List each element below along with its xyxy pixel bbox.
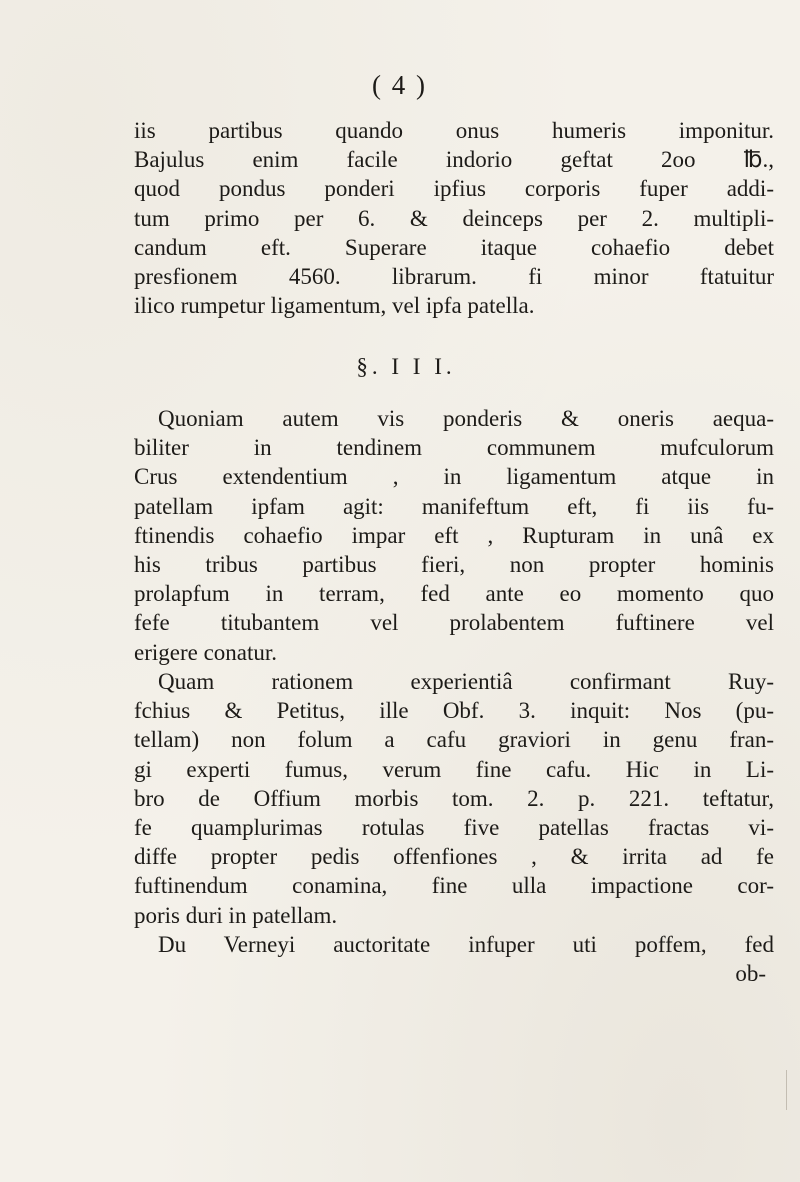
text-line: tum primo per 6. & deinceps per 2. multipli-	[134, 205, 774, 231]
paragraph-top	[134, 116, 774, 320]
paragraph-main	[134, 404, 774, 667]
catchword: ob-	[735, 961, 766, 987]
text-line: ilico rumpetur ligamentum, vel ipfa patella.	[134, 293, 535, 319]
text-line: Crus extendentium , in ligamentum atque in	[134, 464, 774, 490]
text-line: Quam rationem experientiâ confirmant Ruy-	[158, 669, 774, 694]
text-line: Quoniam autem vis ponderis & oneris aequa-	[158, 406, 774, 431]
text-line: fuftinendum conamina, fine ulla impactione cor-	[134, 873, 774, 899]
text-line: ftinendis cohaefio impar eft , Rupturam in unâ ex	[134, 522, 774, 548]
text-line: Bajulus enim facile indorio geftat 2oo ℔.,	[134, 147, 774, 173]
paragraph-quote	[134, 667, 774, 988]
text-line: his tribus partibus fieri, non propter hominis	[134, 552, 774, 578]
text-line: diffe propter pedis offenfiones , & irrita ad fe	[134, 844, 774, 870]
text-line: bro de Offium morbis tom. 2. p. 221. teftatur,	[134, 785, 774, 811]
text-line: fefe titubantem vel prolabentem fuftinere vel	[134, 610, 774, 636]
text-line: gi experti fumus, verum fine cafu. Hic in Li-	[134, 756, 774, 782]
text-line: biliter in tendinem communem mufculorum	[134, 435, 774, 461]
section-heading: §. I I I.	[356, 354, 456, 379]
text-line: iis partibus quando onus humeris imponitur.	[134, 118, 774, 143]
text-line: fe quamplurimas rotulas five patellas fractas vi-	[134, 815, 774, 841]
text-line: quod pondus ponderi ipfius corporis fuper addi-	[134, 176, 774, 202]
text-line: fchius & Petitus, ille Obf. 3. inquit: Nos (pu-	[134, 698, 774, 724]
text-line: erigere conatur.	[134, 639, 278, 665]
text-line: tellam) non folum a cafu graviori in genu fran-	[134, 727, 774, 753]
text-line: Du Verneyi auctoritate infuper uti poffem, fed	[158, 931, 774, 957]
text-line: candum eft. Superare itaque cohaefio debet	[134, 234, 774, 260]
text-line: presfionem 4560. librarum. fi minor ftatuitur	[134, 264, 774, 290]
page-number: ( 4 )	[372, 70, 427, 100]
text-line: poris duri in patellam.	[134, 902, 338, 928]
text-line: patellam ipfam agit: manifeftum eft, fi iis fu-	[134, 493, 774, 519]
paper-crease	[786, 1070, 787, 1110]
text-line: prolapfum in terram, fed ante eo momento quo	[134, 581, 774, 607]
